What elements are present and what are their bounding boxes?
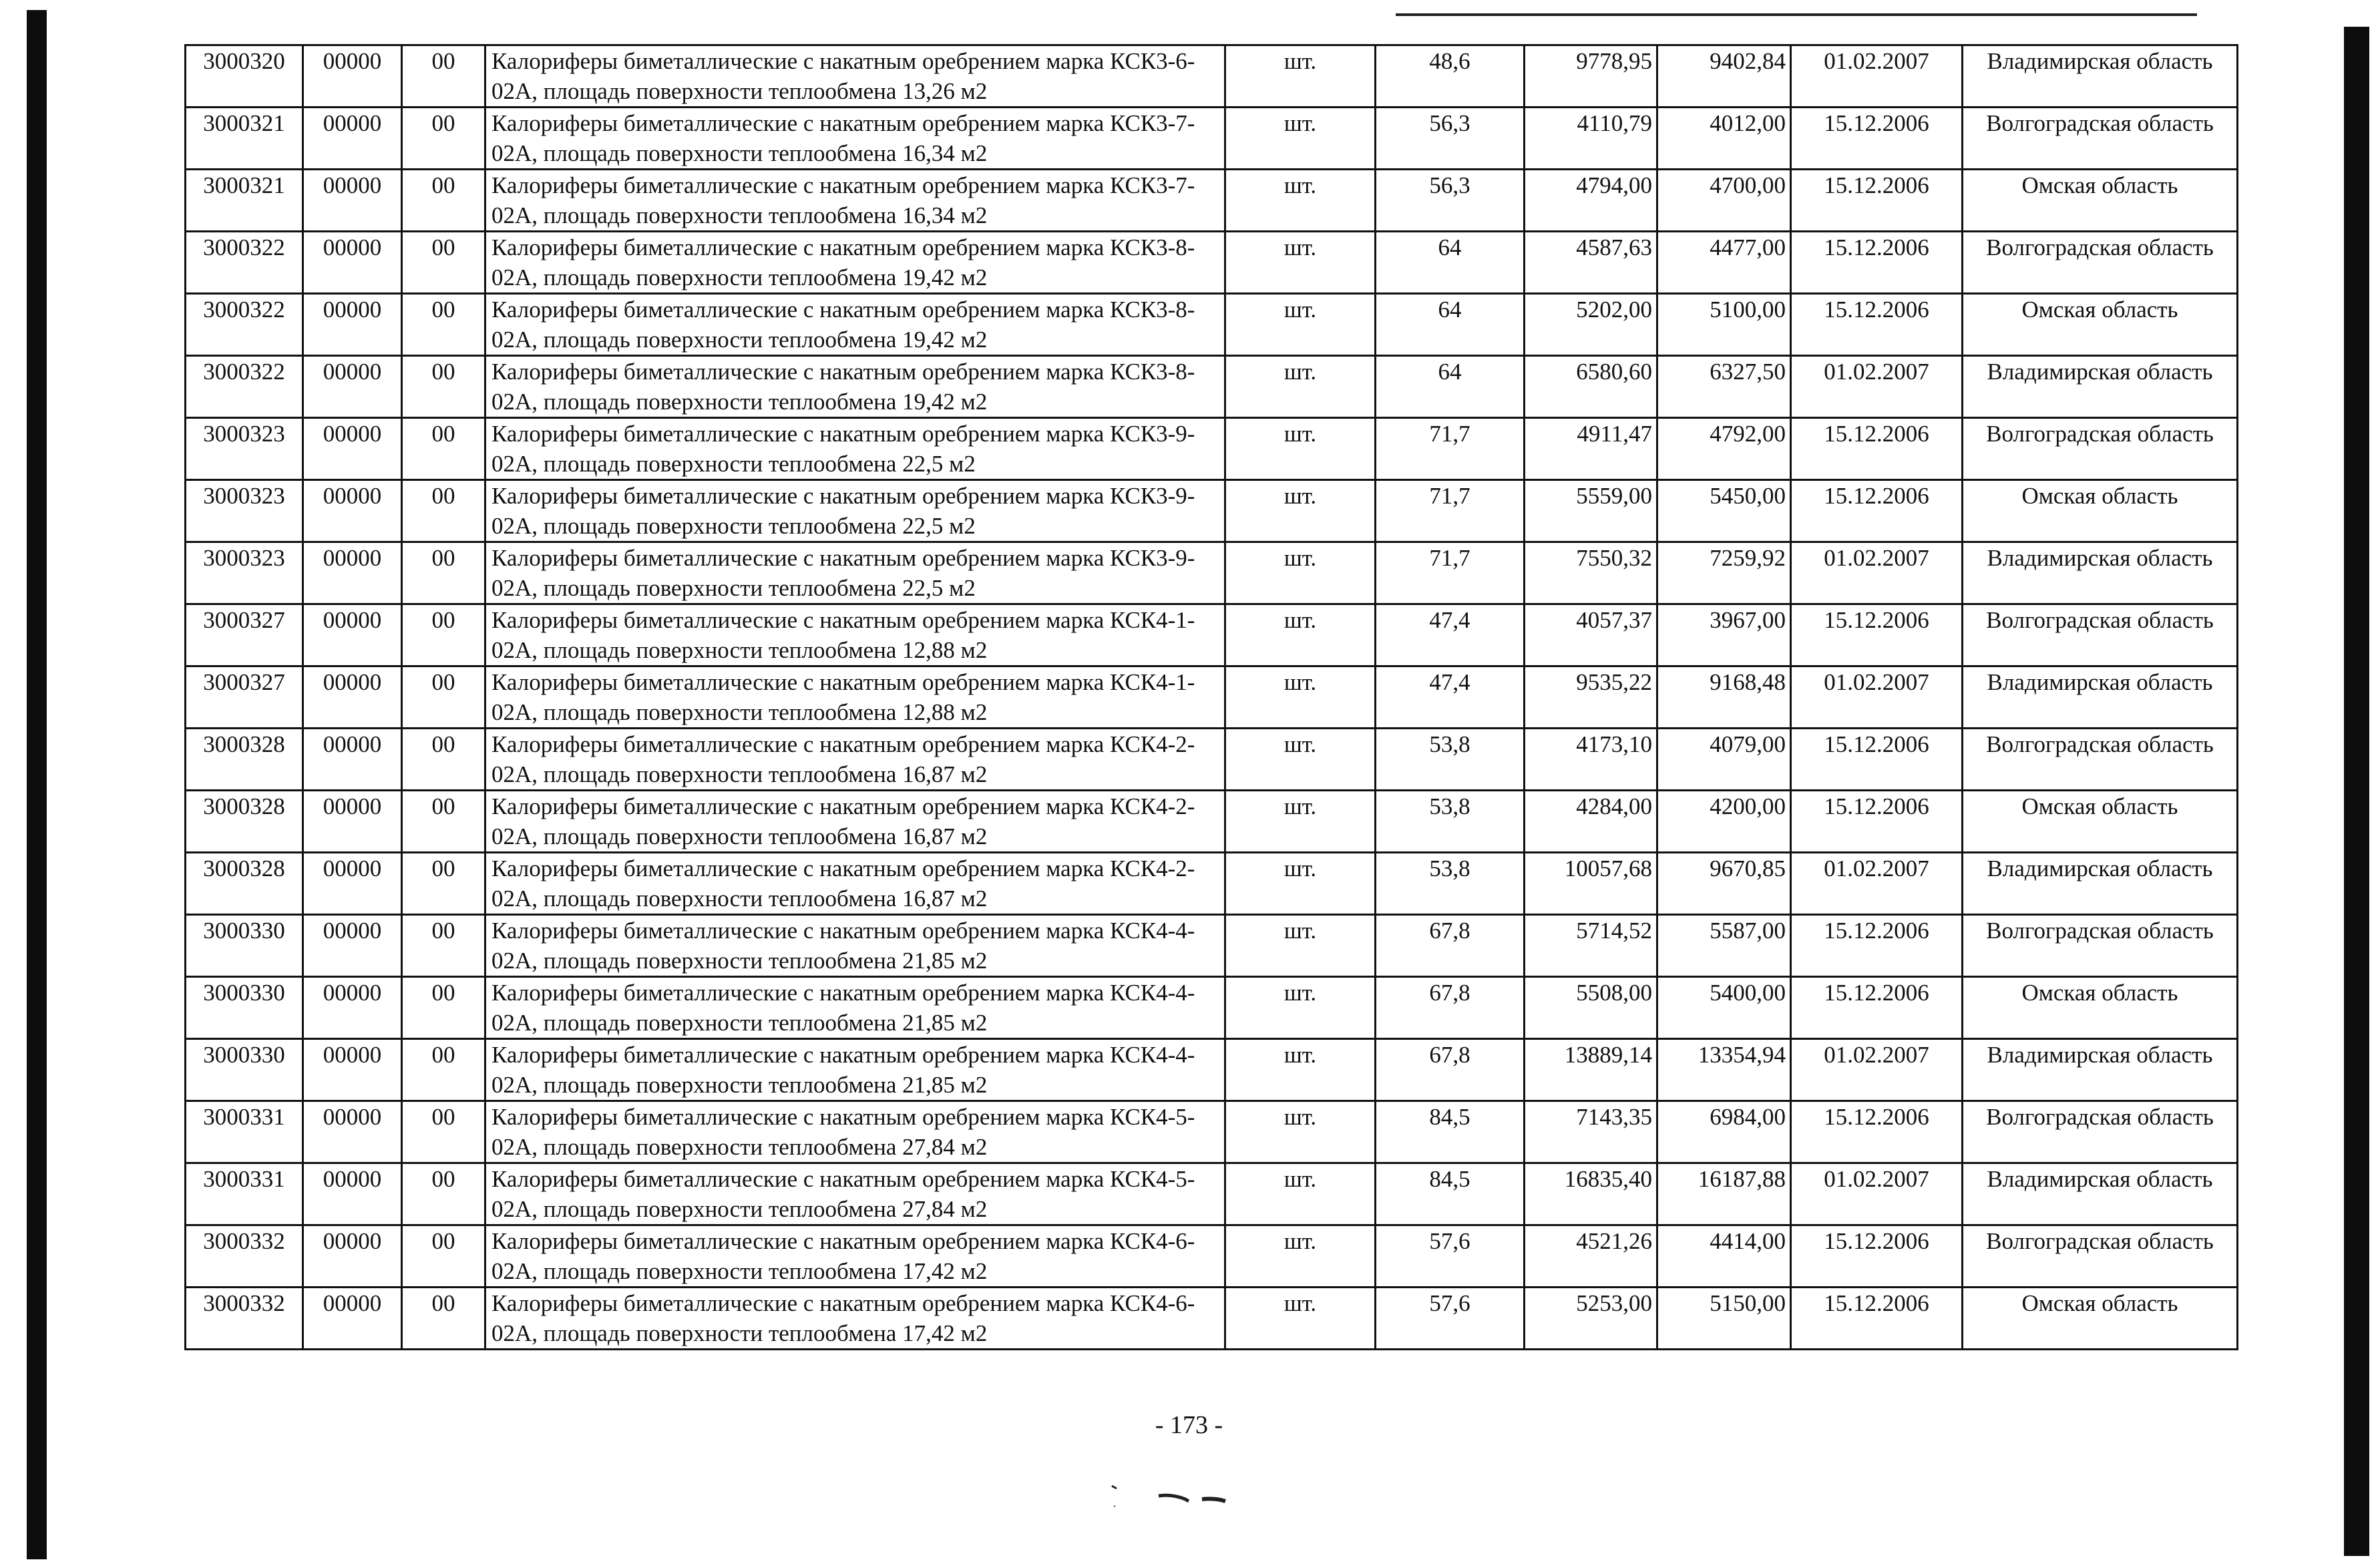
weight-cell: 84,5: [1376, 1163, 1525, 1225]
category-cell: 00000: [303, 791, 402, 853]
table-row: [186, 170, 2238, 232]
date-cell: 15.12.2006: [1791, 294, 1963, 356]
unit-cell: шт.: [1225, 1163, 1376, 1225]
date-cell: 15.12.2006: [1791, 108, 1963, 170]
price-cell: 13354,94: [1657, 1039, 1791, 1101]
price-with-vat-cell: 7550,32: [1525, 542, 1657, 604]
table-row: [186, 729, 2238, 791]
weight-cell: 57,6: [1376, 1288, 1525, 1350]
price-with-vat-cell: 4521,26: [1525, 1225, 1657, 1288]
code-cell: 3000331: [186, 1101, 303, 1163]
price-cell: 9402,84: [1657, 45, 1791, 108]
date-cell: 15.12.2006: [1791, 232, 1963, 294]
subcode-cell: 00: [402, 729, 485, 791]
unit-cell: шт.: [1225, 356, 1376, 418]
scan-line-top: [1396, 13, 2197, 16]
date-cell: 01.02.2007: [1791, 1039, 1963, 1101]
date-cell: 15.12.2006: [1791, 480, 1963, 542]
description-cell: Калориферы биметаллические с накатным оребрением марка КСК4-2-02А, площадь поверхности теплообмена 16,87 м2: [485, 853, 1225, 915]
code-cell: 3000330: [186, 1039, 303, 1101]
table-row: [186, 1288, 2238, 1350]
date-cell: 01.02.2007: [1791, 1163, 1963, 1225]
unit-cell: шт.: [1225, 170, 1376, 232]
date-cell: 15.12.2006: [1791, 1225, 1963, 1288]
subcode-cell: 00: [402, 232, 485, 294]
price-with-vat-cell: 9535,22: [1525, 666, 1657, 729]
subcode-cell: 00: [402, 418, 485, 480]
region-cell: Владимирская область: [1963, 853, 2238, 915]
price-cell: 4414,00: [1657, 1225, 1791, 1288]
description-cell: Калориферы биметаллические с накатным оребрением марка КСК4-1-02А, площадь поверхности теплообмена 12,88 м2: [485, 604, 1225, 666]
weight-cell: 64: [1376, 232, 1525, 294]
table-row: [186, 108, 2238, 170]
price-cell: 5400,00: [1657, 977, 1791, 1039]
table-row: [186, 480, 2238, 542]
category-cell: 00000: [303, 356, 402, 418]
table-row: [186, 791, 2238, 853]
unit-cell: шт.: [1225, 604, 1376, 666]
weight-cell: 56,3: [1376, 170, 1525, 232]
unit-cell: шт.: [1225, 45, 1376, 108]
table-row: [186, 542, 2238, 604]
weight-cell: 67,8: [1376, 915, 1525, 977]
weight-cell: 67,8: [1376, 1039, 1525, 1101]
table-row: [186, 45, 2238, 108]
region-cell: Владимирская область: [1963, 666, 2238, 729]
code-cell: 3000328: [186, 791, 303, 853]
region-cell: Владимирская область: [1963, 542, 2238, 604]
description-cell: Калориферы биметаллические с накатным оребрением марка КСК3-8-02А, площадь поверхности теплообмена 19,42 м2: [485, 356, 1225, 418]
price-cell: 6327,50: [1657, 356, 1791, 418]
weight-cell: 64: [1376, 356, 1525, 418]
price-cell: 4012,00: [1657, 108, 1791, 170]
date-cell: 01.02.2007: [1791, 853, 1963, 915]
subcode-cell: 00: [402, 542, 485, 604]
subcode-cell: 00: [402, 45, 485, 108]
code-cell: 3000323: [186, 480, 303, 542]
description-cell: Калориферы биметаллические с накатным оребрением марка КСК4-6-02А, площадь поверхности теплообмена 17,42 м2: [485, 1288, 1225, 1350]
price-with-vat-cell: 10057,68: [1525, 853, 1657, 915]
unit-cell: шт.: [1225, 108, 1376, 170]
subcode-cell: 00: [402, 480, 485, 542]
code-cell: 3000323: [186, 418, 303, 480]
category-cell: 00000: [303, 45, 402, 108]
category-cell: 00000: [303, 729, 402, 791]
code-cell: 3000332: [186, 1225, 303, 1288]
description-cell: Калориферы биметаллические с накатным оребрением марка КСК4-4-02А, площадь поверхности теплообмена 21,85 м2: [485, 1039, 1225, 1101]
table-row: [186, 604, 2238, 666]
subcode-cell: 00: [402, 1288, 485, 1350]
description-cell: Калориферы биметаллические с накатным оребрением марка КСК4-2-02А, площадь поверхности теплообмена 16,87 м2: [485, 729, 1225, 791]
page-number: - 173 -: [1155, 1411, 1223, 1439]
price-with-vat-cell: 9778,95: [1525, 45, 1657, 108]
price-with-vat-cell: 4173,10: [1525, 729, 1657, 791]
unit-cell: шт.: [1225, 480, 1376, 542]
price-cell: 4700,00: [1657, 170, 1791, 232]
description-cell: Калориферы биметаллические с накатным оребрением марка КСК3-6-02А, площадь поверхности теплообмена 13,26 м2: [485, 45, 1225, 108]
region-cell: Владимирская область: [1963, 356, 2238, 418]
region-cell: Омская область: [1963, 977, 2238, 1039]
price-with-vat-cell: 6580,60: [1525, 356, 1657, 418]
subcode-cell: 00: [402, 356, 485, 418]
subcode-cell: 00: [402, 1039, 485, 1101]
region-cell: Владимирская область: [1963, 45, 2238, 108]
table-row: [186, 666, 2238, 729]
date-cell: 15.12.2006: [1791, 1101, 1963, 1163]
code-cell: 3000332: [186, 1288, 303, 1350]
description-cell: Калориферы биметаллические с накатным оребрением марка КСК4-5-02А, площадь поверхности теплообмена 27,84 м2: [485, 1163, 1225, 1225]
region-cell: Волгоградская область: [1963, 729, 2238, 791]
category-cell: 00000: [303, 170, 402, 232]
price-with-vat-cell: 5559,00: [1525, 480, 1657, 542]
date-cell: 15.12.2006: [1791, 915, 1963, 977]
price-cell: 9168,48: [1657, 666, 1791, 729]
code-cell: 3000331: [186, 1163, 303, 1225]
code-cell: 3000322: [186, 294, 303, 356]
code-cell: 3000327: [186, 666, 303, 729]
region-cell: Волгоградская область: [1963, 1225, 2238, 1288]
table-body: [186, 45, 2238, 1350]
unit-cell: шт.: [1225, 232, 1376, 294]
region-cell: Омская область: [1963, 791, 2238, 853]
subcode-cell: 00: [402, 666, 485, 729]
table-row: [186, 1039, 2238, 1101]
date-cell: 01.02.2007: [1791, 45, 1963, 108]
category-cell: 00000: [303, 232, 402, 294]
date-cell: 15.12.2006: [1791, 604, 1963, 666]
description-cell: Калориферы биметаллические с накатным оребрением марка КСК4-4-02А, площадь поверхности теплообмена 21,85 м2: [485, 977, 1225, 1039]
price-with-vat-cell: 4284,00: [1525, 791, 1657, 853]
scribble-mark-icon: [1109, 1479, 1309, 1513]
description-cell: Калориферы биметаллические с накатным оребрением марка КСК3-9-02А, площадь поверхности теплообмена 22,5 м2: [485, 542, 1225, 604]
description-cell: Калориферы биметаллические с накатным оребрением марка КСК4-4-02А, площадь поверхности теплообмена 21,85 м2: [485, 915, 1225, 977]
region-cell: Омская область: [1963, 1288, 2238, 1350]
unit-cell: шт.: [1225, 1101, 1376, 1163]
date-cell: 15.12.2006: [1791, 418, 1963, 480]
description-cell: Калориферы биметаллические с накатным оребрением марка КСК3-9-02А, площадь поверхности теплообмена 22,5 м2: [485, 480, 1225, 542]
region-cell: Волгоградская область: [1963, 915, 2238, 977]
price-with-vat-cell: 5253,00: [1525, 1288, 1657, 1350]
price-with-vat-cell: 16835,40: [1525, 1163, 1657, 1225]
subcode-cell: 00: [402, 1101, 485, 1163]
price-with-vat-cell: 4794,00: [1525, 170, 1657, 232]
price-cell: 9670,85: [1657, 853, 1791, 915]
unit-cell: шт.: [1225, 729, 1376, 791]
category-cell: 00000: [303, 542, 402, 604]
table-row: [186, 294, 2238, 356]
weight-cell: 71,7: [1376, 418, 1525, 480]
code-cell: 3000328: [186, 853, 303, 915]
price-with-vat-cell: 13889,14: [1525, 1039, 1657, 1101]
unit-cell: шт.: [1225, 791, 1376, 853]
subcode-cell: 00: [402, 791, 485, 853]
date-cell: 15.12.2006: [1791, 1288, 1963, 1350]
region-cell: Омская область: [1963, 170, 2238, 232]
region-cell: Волгоградская область: [1963, 604, 2238, 666]
price-cell: 3967,00: [1657, 604, 1791, 666]
subcode-cell: 00: [402, 1225, 485, 1288]
weight-cell: 53,8: [1376, 791, 1525, 853]
table-row: [186, 356, 2238, 418]
category-cell: 00000: [303, 666, 402, 729]
code-cell: 3000330: [186, 915, 303, 977]
description-cell: Калориферы биметаллические с накатным оребрением марка КСК3-8-02А, площадь поверхности теплообмена 19,42 м2: [485, 232, 1225, 294]
subcode-cell: 00: [402, 604, 485, 666]
price-with-vat-cell: 4587,63: [1525, 232, 1657, 294]
unit-cell: шт.: [1225, 1225, 1376, 1288]
table-row: [186, 977, 2238, 1039]
price-cell: 6984,00: [1657, 1101, 1791, 1163]
price-with-vat-cell: 5714,52: [1525, 915, 1657, 977]
category-cell: 00000: [303, 1225, 402, 1288]
table-row: [186, 1163, 2238, 1225]
price-cell: 4477,00: [1657, 232, 1791, 294]
table-row: [186, 915, 2238, 977]
category-cell: 00000: [303, 853, 402, 915]
price-cell: 4200,00: [1657, 791, 1791, 853]
unit-cell: шт.: [1225, 418, 1376, 480]
region-cell: Омская область: [1963, 480, 2238, 542]
description-cell: Калориферы биметаллические с накатным оребрением марка КСК3-8-02А, площадь поверхности теплообмена 19,42 м2: [485, 294, 1225, 356]
region-cell: Волгоградская область: [1963, 418, 2238, 480]
price-with-vat-cell: 7143,35: [1525, 1101, 1657, 1163]
weight-cell: 57,6: [1376, 1225, 1525, 1288]
unit-cell: шт.: [1225, 1039, 1376, 1101]
subcode-cell: 00: [402, 170, 485, 232]
table-row: [186, 418, 2238, 480]
date-cell: 01.02.2007: [1791, 666, 1963, 729]
code-cell: 3000322: [186, 356, 303, 418]
weight-cell: 53,8: [1376, 729, 1525, 791]
weight-cell: 56,3: [1376, 108, 1525, 170]
description-cell: Калориферы биметаллические с накатным оребрением марка КСК3-7-02А, площадь поверхности теплообмена 16,34 м2: [485, 170, 1225, 232]
region-cell: Омская область: [1963, 294, 2238, 356]
price-with-vat-cell: 5202,00: [1525, 294, 1657, 356]
region-cell: Владимирская область: [1963, 1039, 2238, 1101]
region-cell: Владимирская область: [1963, 1163, 2238, 1225]
weight-cell: 53,8: [1376, 853, 1525, 915]
table-row: [186, 1225, 2238, 1288]
table-row: [186, 232, 2238, 294]
weight-cell: 47,4: [1376, 666, 1525, 729]
code-cell: 3000322: [186, 232, 303, 294]
category-cell: 00000: [303, 1288, 402, 1350]
scan-edge-left: [27, 10, 47, 1559]
subcode-cell: 00: [402, 1163, 485, 1225]
category-cell: 00000: [303, 480, 402, 542]
subcode-cell: 00: [402, 915, 485, 977]
subcode-cell: 00: [402, 294, 485, 356]
description-cell: Калориферы биметаллические с накатным оребрением марка КСК4-6-02А, площадь поверхности теплообмена 17,42 м2: [485, 1225, 1225, 1288]
region-cell: Волгоградская область: [1963, 232, 2238, 294]
unit-cell: шт.: [1225, 1288, 1376, 1350]
category-cell: 00000: [303, 1163, 402, 1225]
region-cell: Волгоградская область: [1963, 108, 2238, 170]
category-cell: 00000: [303, 1101, 402, 1163]
unit-cell: шт.: [1225, 853, 1376, 915]
date-cell: 15.12.2006: [1791, 977, 1963, 1039]
price-with-vat-cell: 5508,00: [1525, 977, 1657, 1039]
code-cell: 3000327: [186, 604, 303, 666]
weight-cell: 71,7: [1376, 480, 1525, 542]
price-with-vat-cell: 4057,37: [1525, 604, 1657, 666]
price-cell: 5450,00: [1657, 480, 1791, 542]
price-cell: 4079,00: [1657, 729, 1791, 791]
description-cell: Калориферы биметаллические с накатным оребрением марка КСК4-5-02А, площадь поверхности теплообмена 27,84 м2: [485, 1101, 1225, 1163]
price-cell: 5150,00: [1657, 1288, 1791, 1350]
unit-cell: шт.: [1225, 915, 1376, 977]
date-cell: 01.02.2007: [1791, 542, 1963, 604]
code-cell: 3000320: [186, 45, 303, 108]
category-cell: 00000: [303, 1039, 402, 1101]
price-cell: 5587,00: [1657, 915, 1791, 977]
code-cell: 3000323: [186, 542, 303, 604]
unit-cell: шт.: [1225, 542, 1376, 604]
code-cell: 3000321: [186, 108, 303, 170]
weight-cell: 64: [1376, 294, 1525, 356]
weight-cell: 48,6: [1376, 45, 1525, 108]
date-cell: 01.02.2007: [1791, 356, 1963, 418]
subcode-cell: 00: [402, 108, 485, 170]
date-cell: 15.12.2006: [1791, 170, 1963, 232]
table-row: [186, 1101, 2238, 1163]
price-table: [184, 44, 2238, 1350]
weight-cell: 71,7: [1376, 542, 1525, 604]
description-cell: Калориферы биметаллические с накатным оребрением марка КСК3-9-02А, площадь поверхности теплообмена 22,5 м2: [485, 418, 1225, 480]
date-cell: 15.12.2006: [1791, 791, 1963, 853]
category-cell: 00000: [303, 915, 402, 977]
code-cell: 3000321: [186, 170, 303, 232]
category-cell: 00000: [303, 418, 402, 480]
subcode-cell: 00: [402, 977, 485, 1039]
price-cell: 16187,88: [1657, 1163, 1791, 1225]
weight-cell: 67,8: [1376, 977, 1525, 1039]
date-cell: 15.12.2006: [1791, 729, 1963, 791]
unit-cell: шт.: [1225, 294, 1376, 356]
weight-cell: 47,4: [1376, 604, 1525, 666]
price-table-container: [184, 44, 2236, 1350]
code-cell: 3000330: [186, 977, 303, 1039]
price-cell: 5100,00: [1657, 294, 1791, 356]
price-with-vat-cell: 4911,47: [1525, 418, 1657, 480]
category-cell: 00000: [303, 108, 402, 170]
table-row: [186, 853, 2238, 915]
price-cell: 7259,92: [1657, 542, 1791, 604]
scan-edge-right: [2344, 27, 2369, 1556]
category-cell: 00000: [303, 294, 402, 356]
description-cell: Калориферы биметаллические с накатным оребрением марка КСК4-1-02А, площадь поверхности теплообмена 12,88 м2: [485, 666, 1225, 729]
price-with-vat-cell: 4110,79: [1525, 108, 1657, 170]
unit-cell: шт.: [1225, 666, 1376, 729]
category-cell: 00000: [303, 977, 402, 1039]
weight-cell: 84,5: [1376, 1101, 1525, 1163]
region-cell: Волгоградская область: [1963, 1101, 2238, 1163]
code-cell: 3000328: [186, 729, 303, 791]
price-cell: 4792,00: [1657, 418, 1791, 480]
description-cell: Калориферы биметаллические с накатным оребрением марка КСК4-2-02А, площадь поверхности теплообмена 16,87 м2: [485, 791, 1225, 853]
unit-cell: шт.: [1225, 977, 1376, 1039]
subcode-cell: 00: [402, 853, 485, 915]
category-cell: 00000: [303, 604, 402, 666]
description-cell: Калориферы биметаллические с накатным оребрением марка КСК3-7-02А, площадь поверхности теплообмена 16,34 м2: [485, 108, 1225, 170]
